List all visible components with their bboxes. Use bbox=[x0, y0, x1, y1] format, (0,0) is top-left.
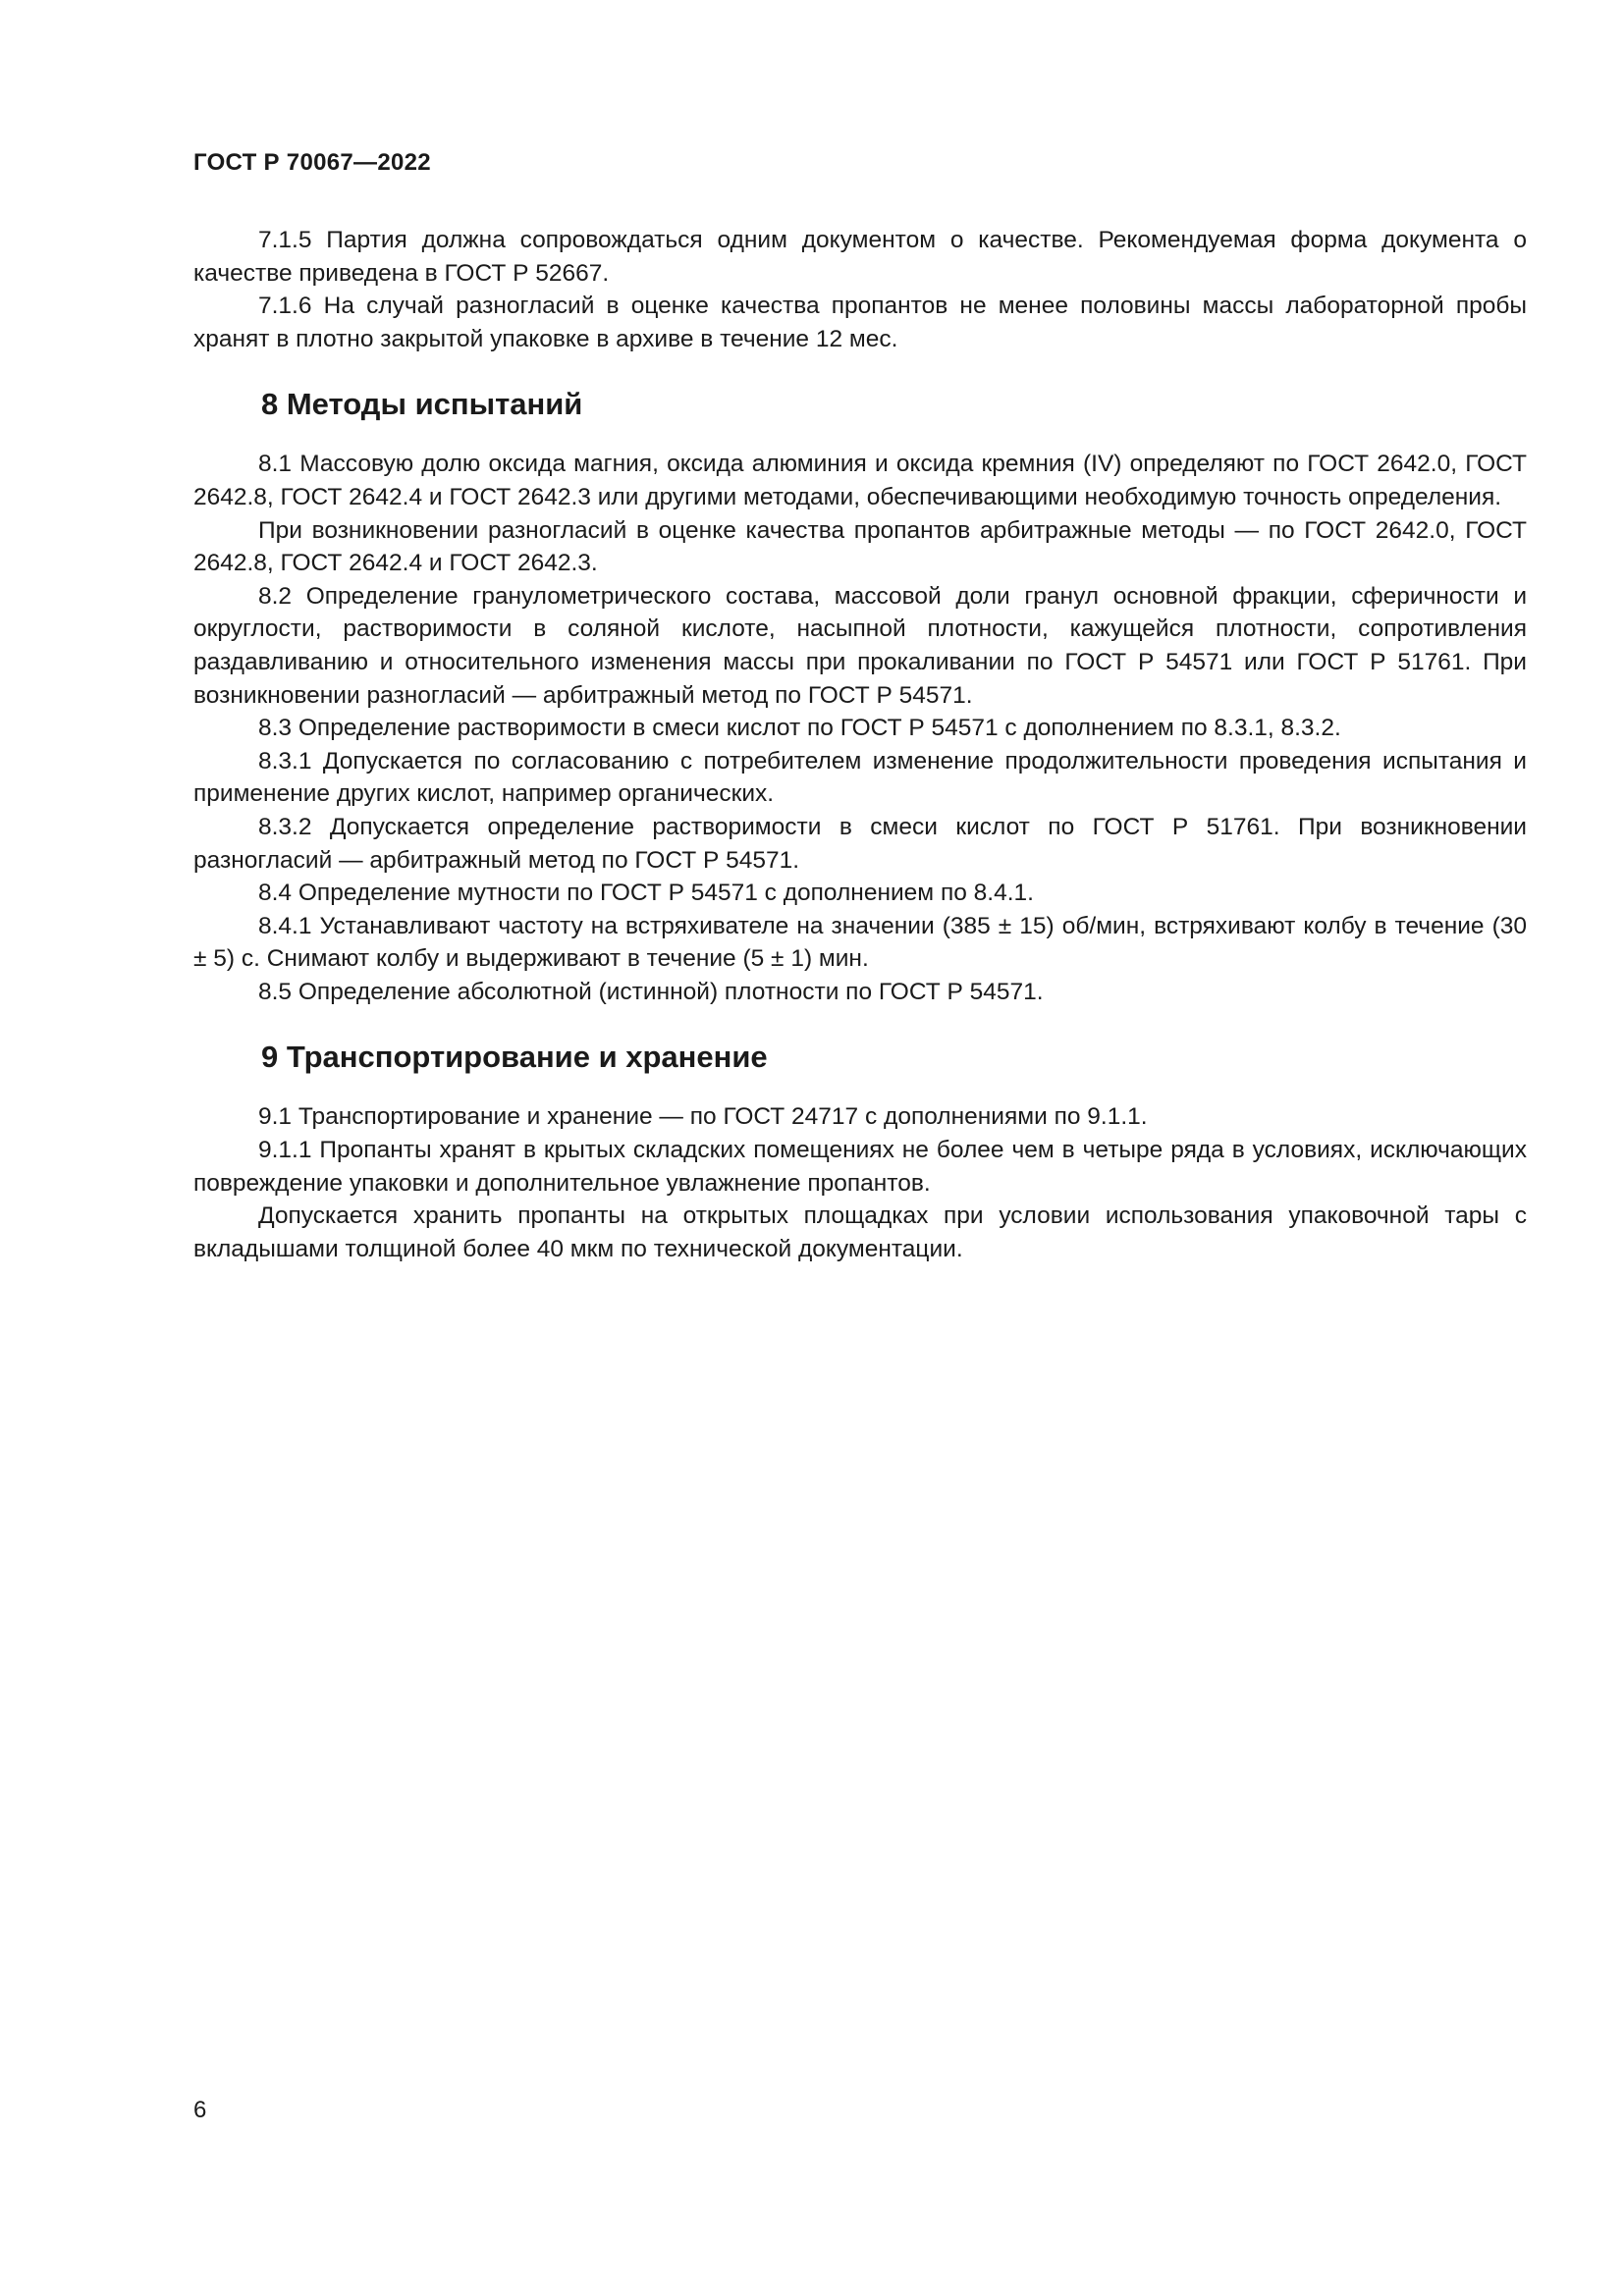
clause-9-1: 9.1 Транспортирование и хранение — по ГОСТ 24717 с дополнениями по 9.1.1. bbox=[258, 1103, 1148, 1131]
clause-8-3-2: 8.3.2 Допускается определение растворимости в смеси кислот по ГОСТ Р 51761. При возникновении разногласий — арбитражный метод по ГОСТ Р 54571. bbox=[193, 813, 1527, 874]
section-8-heading: 8 Методы испытаний bbox=[261, 387, 583, 422]
clause-8-1-arbitration: При возникновении разногласий в оценке качества пропантов арбитражные методы — по ГОСТ 2642.0, ГОСТ 2642.8, ГОСТ 2642.4 и ГОСТ 2642.3. bbox=[193, 516, 1527, 577]
clause-8-1: 8.1 Массовую долю оксида магния, оксида алюминия и оксида кремния (IV) определяют по ГОСТ 2642.0, ГОСТ 2642.8, ГОСТ 2642.4 и ГОСТ 2642.3 или другими методами, обеспечивающими необходимую точность определения. bbox=[193, 451, 1527, 510]
clause-8-2: 8.2 Определение гранулометрического состава, массовой доли гранул основной фракции, сферичности и округлости, растворимости в соляной кислоте, насыпной плотности, кажущейся плотности, сопротивления раздавливанию и относительного изменения массы при прокаливании по ГОСТ Р 54571 или ГОСТ Р 51761. При возникновении разногласий — арбитражный метод по ГОСТ Р 54571. bbox=[193, 582, 1527, 709]
section-9-heading: 9 Транспортирование и хранение bbox=[261, 1040, 768, 1075]
document-body bbox=[193, 224, 1527, 1265]
clause-8-3: 8.3 Определение растворимости в смеси кислот по ГОСТ Р 54571 с дополнением по 8.3.1, 8.3.2. bbox=[258, 715, 1341, 742]
clause-9-1-1: 9.1.1 Пропанты хранят в крытых складских помещениях не более чем в четыре ряда в условиях, исключающих повреждение упаковки и дополнительное увлажнение пропантов. bbox=[193, 1137, 1527, 1197]
clause-8-4: 8.4 Определение мутности по ГОСТ Р 54571 с дополнением по 8.4.1. bbox=[258, 880, 1034, 907]
clause-8-3-1: 8.3.1 Допускается по согласованию с потребителем изменение продолжительности проведения испытания и применение других кислот, например органических. bbox=[193, 747, 1527, 808]
clause-8-5: 8.5 Определение абсолютной (истинной) плотности по ГОСТ Р 54571. bbox=[258, 978, 1044, 1005]
clause-8-4-1: 8.4.1 Устанавливают частоту на встряхивателе на значении (385 ± 15) об/мин, встряхивают колбу в течение (30 ± 5) с. Снимают колбу и выдерживают в течение (5 ± 1) мин. bbox=[193, 912, 1527, 973]
page-number: 6 bbox=[193, 2097, 207, 2123]
clause-7-1-6: 7.1.6 На случай разногласий в оценке качества пропантов не менее половины массы лабораторной пробы хранят в плотно закрытой упаковке в архиве в течение 12 мес. bbox=[193, 293, 1527, 352]
clause-9-1-1-open-storage: Допускается хранить пропанты на открытых площадках при условии использования упаковочной тары с вкладышами толщиной более 40 мкм по технической документации. bbox=[193, 1202, 1527, 1262]
page-header: ГОСТ Р 70067—2022 bbox=[193, 149, 431, 176]
clause-7-1-5: 7.1.5 Партия должна сопровождаться одним документом о качестве. Рекомендуемая форма документа о качестве приведена в ГОСТ Р 52667. bbox=[193, 227, 1527, 287]
